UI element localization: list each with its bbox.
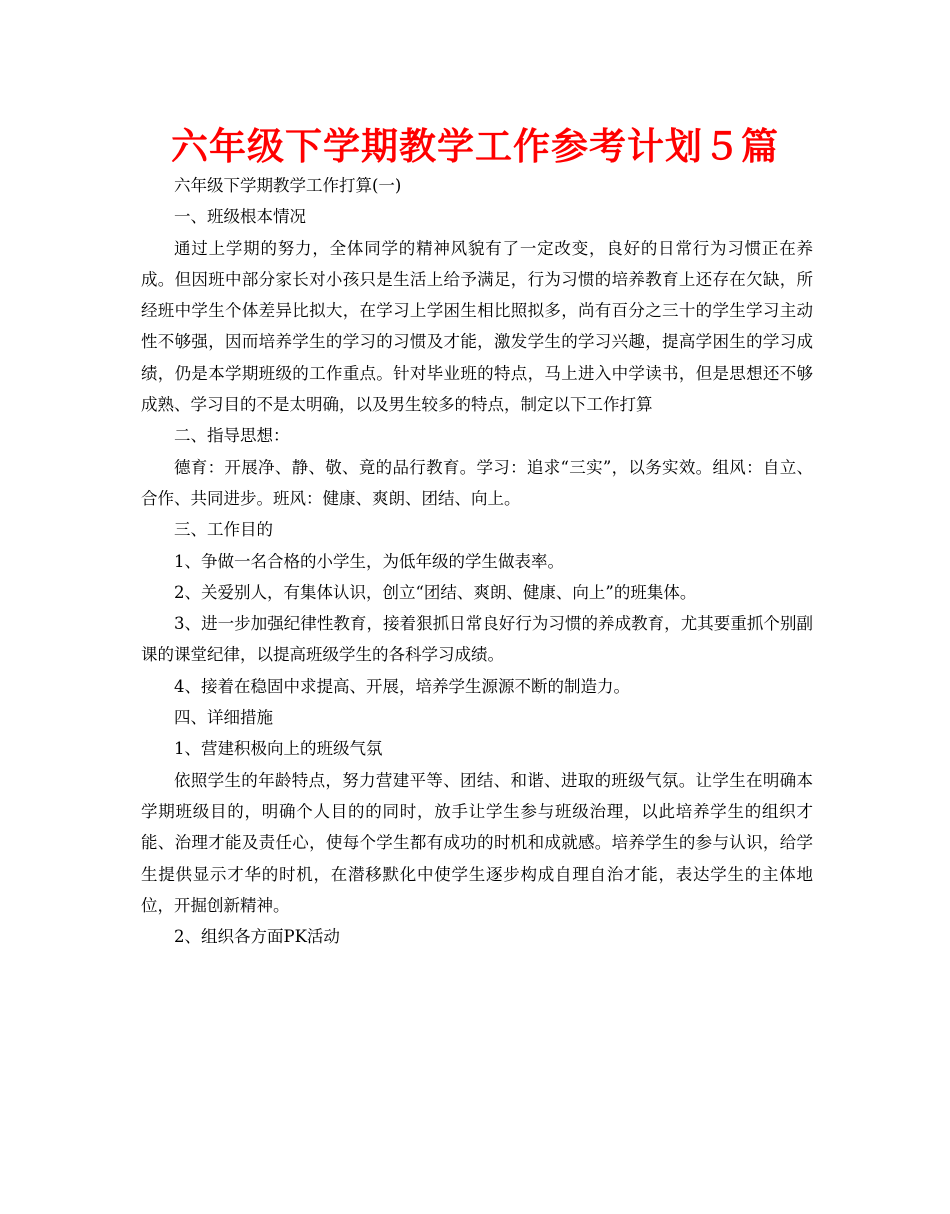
page-title: 六年级下学期教学工作参考计划５篇 <box>171 125 779 168</box>
document-body <box>141 170 813 952</box>
paragraph: 1、营建积极向上的班级气氛 <box>174 739 383 759</box>
paragraph: 六年级下学期教学工作打算(一) <box>174 176 402 195</box>
paragraph: 通过上学期的努力，全体同学的精神风貌有了一定改变，良好的日常行为习惯正在养成。但因班中部分家长对小孩只是生活上给予满足，行为习惯的培养教育上还存在欠缺，所经班中学生个体差异比拟大，在学习上学困生相比照拟多，尚有百分之三十的学生学习主动性不够强，因而培养学生的学习的习惯及才能，激发学生的学习兴趣，提高学困生的学习成绩，仍是本学期班级的工作重点。针对毕业班的特点，马上进入中学读书，但是思想还不够成熟、学习目的不是太明确，以及男生较多的特点，制定以下工作打算 <box>141 238 813 415</box>
paragraph: 依照学生的年龄特点，努力营建平等、团结、和谐、进取的班级气氛。让学生在明确本学期班级目的，明确个人目的的同时，放手让学生参与班级治理，以此培养学生的组织才能、治理才能及责任心，使每个学生都有成功的时机和成就感。培养学生的参与认识，给学生提供显示才华的时机，在潜移默化中使学生逐步构成自理自治才能，表达学生的主体地位，开掘创新精神。 <box>141 770 813 915</box>
paragraph: 德育：开展净、静、敬、竟的品行教育。学习：追求“三实”，以务实效。组风：自立、合作、共同进步。班风：健康、爽朗、团结、向上。 <box>141 457 813 508</box>
paragraph: 二、指导思想： <box>174 426 290 446</box>
paragraph: 四、详细措施 <box>174 708 273 728</box>
paragraph: 一、班级根本情况 <box>174 207 306 227</box>
paragraph: 1、争做一名合格的小学生，为低年级的学生做表率。 <box>174 551 564 571</box>
paragraph: 4、接着在稳固中求提高、开展，培养学生源源不断的制造力。 <box>174 676 630 696</box>
paragraph: 2、关爱别人，有集体认识，创立“团结、爽朗、健康、向上”的班集体。 <box>174 582 697 602</box>
paragraph: 3、进一步加强纪律性教育，接着狠抓日常良好行为习惯的养成教育，尤其要重抓个别副课的课堂纪律，以提高班级学生的各科学习成绩。 <box>141 614 813 665</box>
paragraph: 2、组织各方面PK活动 <box>174 927 340 947</box>
paragraph: 三、工作目的 <box>174 520 273 540</box>
